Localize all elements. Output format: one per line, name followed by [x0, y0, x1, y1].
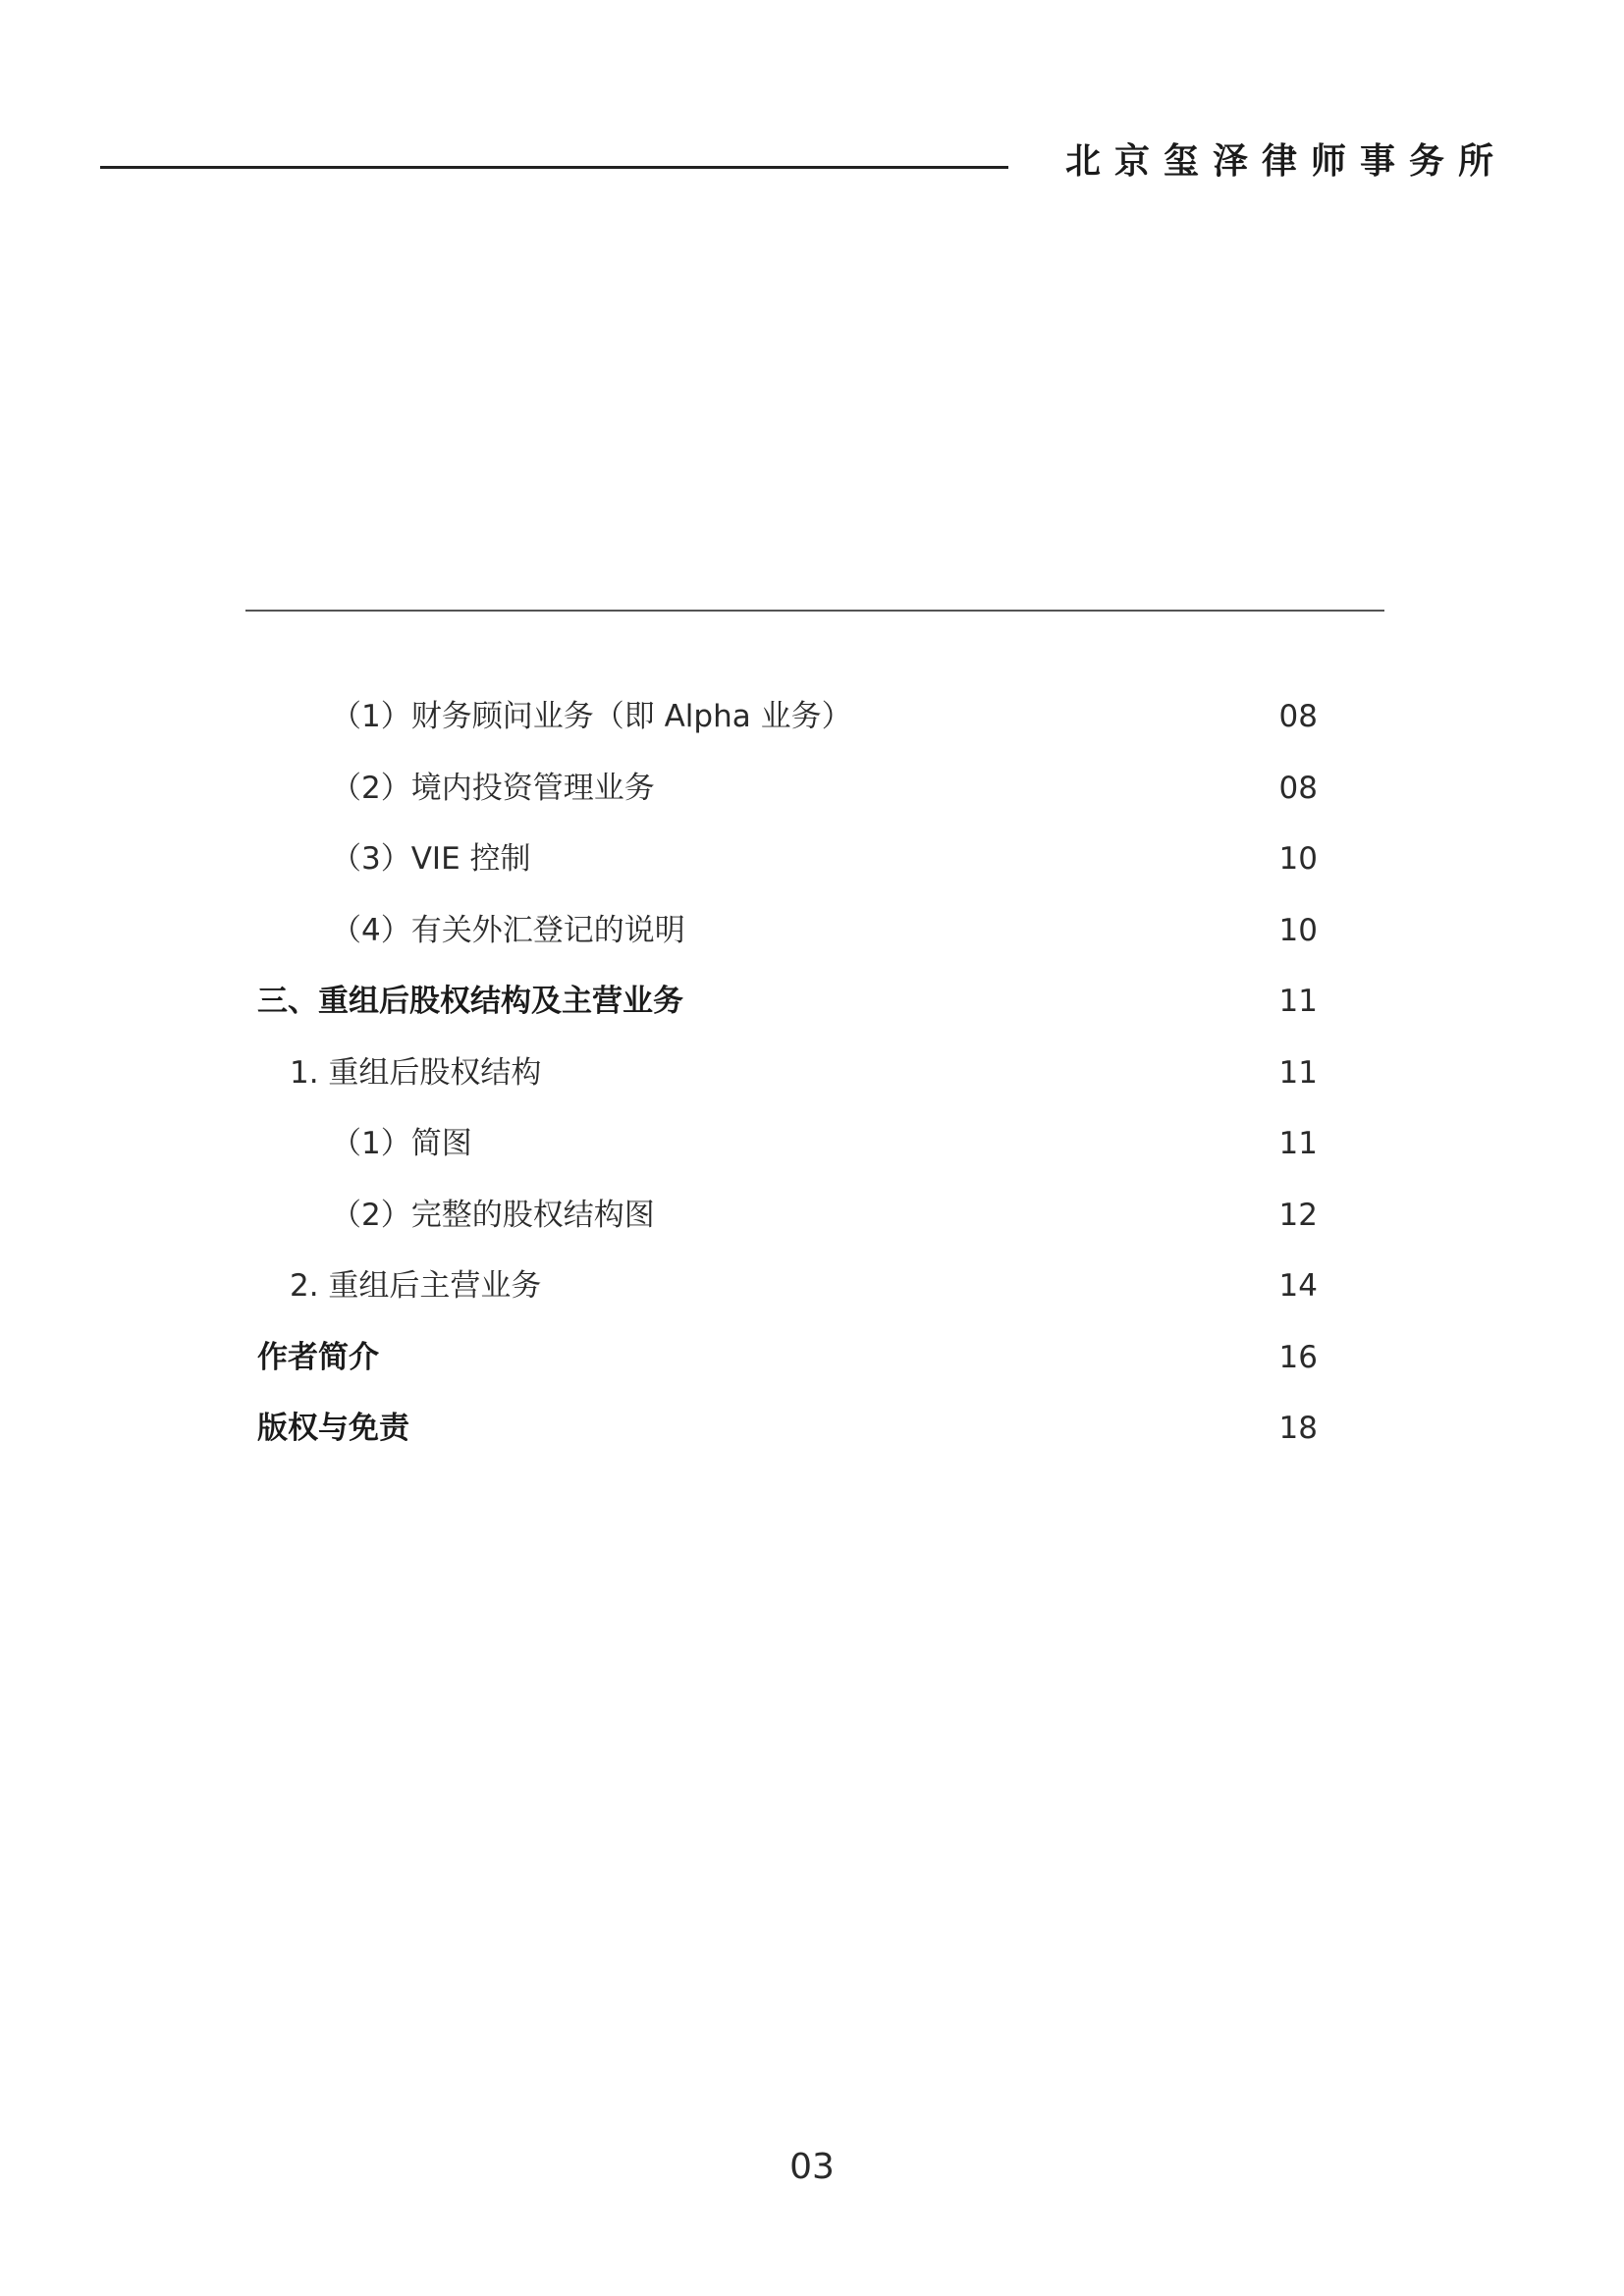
toc-entry-page: 16 — [1278, 1340, 1318, 1375]
toc-entry[interactable] — [0, 1333, 1624, 1382]
page-number: 03 — [789, 2147, 835, 2187]
toc-entry-page: 11 — [1278, 984, 1318, 1019]
toc-entry-label: （2）完整的股权结构图 — [331, 1198, 655, 1233]
toc-entry[interactable] — [0, 1191, 1624, 1240]
toc-entry-label: 三、重组后股权结构及主营业务 — [257, 984, 683, 1019]
toc-entry-page: 14 — [1278, 1268, 1318, 1304]
header-divider — [100, 166, 1008, 169]
toc-entry-label: （2）境内投资管理业务 — [331, 771, 655, 806]
toc-entry-label: 版权与免责 — [257, 1411, 409, 1446]
toc-entry[interactable] — [0, 834, 1624, 883]
toc-entry[interactable] — [0, 1119, 1624, 1168]
toc-entry-label: （3）VIE 控制 — [331, 841, 531, 877]
toc-entry-page: 10 — [1278, 913, 1318, 948]
toc-entry-label: 作者简介 — [257, 1340, 379, 1375]
toc-entry-page: 18 — [1278, 1411, 1318, 1446]
toc-entry[interactable] — [0, 977, 1624, 1026]
toc-entry[interactable] — [0, 906, 1624, 955]
toc-entry[interactable] — [0, 764, 1624, 813]
toc-entry-label: （4）有关外汇登记的说明 — [331, 913, 685, 948]
toc-entry-page: 08 — [1278, 771, 1318, 806]
toc-entry-label: （1）简图 — [331, 1126, 472, 1161]
toc-entry-label: 2. 重组后主营业务 — [290, 1268, 542, 1304]
toc-entry[interactable] — [0, 1261, 1624, 1310]
toc-divider — [245, 610, 1384, 612]
toc-entry-page: 11 — [1278, 1055, 1318, 1091]
toc-entry-page: 10 — [1278, 841, 1318, 877]
toc-entry-page: 08 — [1278, 699, 1318, 734]
toc-entry[interactable] — [0, 1048, 1624, 1097]
toc-entry[interactable] — [0, 692, 1624, 741]
toc-entry-label: （1）财务顾问业务（即 Alpha 业务） — [331, 699, 852, 734]
toc-entry-page: 11 — [1278, 1126, 1318, 1161]
toc-entry[interactable] — [0, 1404, 1624, 1453]
firm-name: 北京玺泽律师事务所 — [1065, 141, 1508, 182]
toc-entry-page: 12 — [1278, 1198, 1318, 1233]
toc-entry-label: 1. 重组后股权结构 — [290, 1055, 542, 1091]
